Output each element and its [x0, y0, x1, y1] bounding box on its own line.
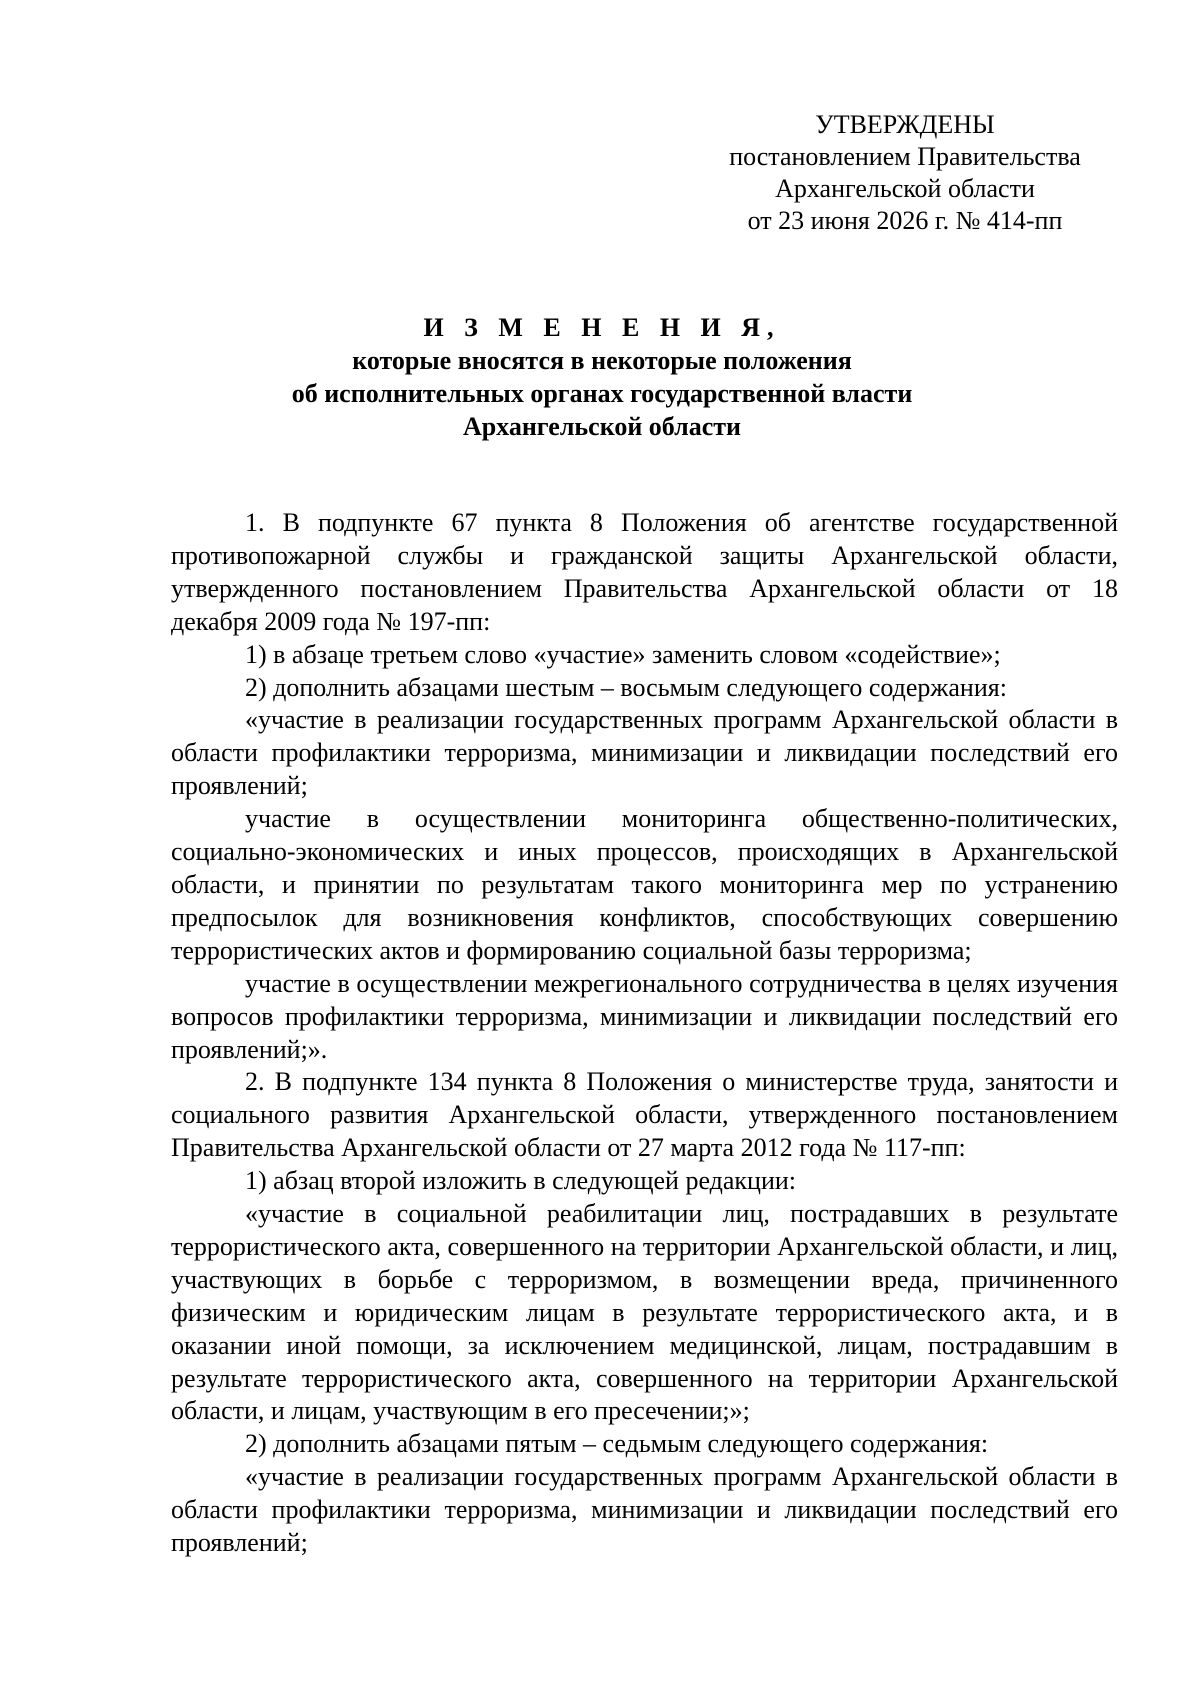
approval-issuer-line: постановлением Правительства [729, 142, 1081, 171]
paragraph-item-2: 2. В подпункте 134 пункта 8 Положения о министерстве труда, занятости и социального развития Архангельской области, утвержденного постановлением Правительства Архангельской области от 27 марта 2012 года № 117-пп: [171, 1067, 1118, 1163]
approval-status: УТВЕРЖДЕНЫ [815, 110, 995, 139]
paragraph-quote: участие в осуществлении мониторинга общественно-политических, социально-экономических и иных процессов, происходящих в Архангельской области, и принятии по результатам такого мониторинга мер по устранению предпосылок для возникновения конфликтов, способствующих совершению террористических актов и формированию социальной базы терроризма; [171, 804, 1118, 965]
title-subtitle-line-3: Архангельской области [462, 412, 742, 441]
approval-stamp [695, 109, 1115, 237]
title-subtitle-line-2: об исполнительных органах государственной власти [291, 379, 913, 408]
document-body [171, 507, 1118, 1560]
title-subtitle-line-1: которые вносятся в некоторые положения [352, 346, 852, 375]
paragraph-subitem: 1) абзац второй изложить в следующей редакции: [245, 1166, 797, 1196]
document-title [170, 311, 1034, 443]
paragraph-subitem: 2) дополнить абзацами пятым – седьмым следующего содержания: [245, 1429, 989, 1459]
approval-date-number: от 23 июня 2026 г. № 414-пп [747, 206, 1063, 235]
paragraph-quote: участие в осуществлении межрегионального сотрудничества в целях изучения вопросов профилактики терроризма, минимизации и ликвидации последствий его проявлений;». [171, 968, 1118, 1064]
title-heading: И З М Е Н Е Н И Я, [423, 313, 781, 342]
paragraph-quote: «участие в социальной реабилитации лиц, пострадавших в результате террористического акта, совершенного на территории Архангельской области, и лиц, участвующих в борьбе с терроризмом, в возмещении вреда, причиненного физическим и юридическим лицам в результате террористического акта, и в оказании иной помощи, за исключением медицинской, лицам, пострадавшим в результате террористического акта, совершенного на территории Архангельской области, и лицам, участвующим в его пресечении;»; [171, 1199, 1118, 1426]
paragraph-item-1: 1. В подпункте 67 пункта 8 Положения об агентстве государственной противопожарной службы и гражданской защиты Архангельской области, утвержденного постановлением Правительства Архангельской области от 18 декабря 2009 года № 197-пп: [171, 508, 1118, 636]
paragraph-quote: «участие в реализации государственных программ Архангельской области в области профилактики терроризма, минимизации и ликвидации последствий его проявлений; [171, 1462, 1118, 1558]
approval-region-line: Архангельской области [775, 174, 1035, 203]
paragraph-quote: «участие в реализации государственных программ Архангельской области в области профилактики терроризма, минимизации и ликвидации последствий его проявлений; [171, 705, 1118, 801]
paragraph-subitem: 1) в абзаце третьем слово «участие» заменить словом «содействие»; [245, 639, 1001, 669]
paragraph-subitem: 2) дополнить абзацами шестым – восьмым следующего содержания: [245, 672, 1007, 702]
